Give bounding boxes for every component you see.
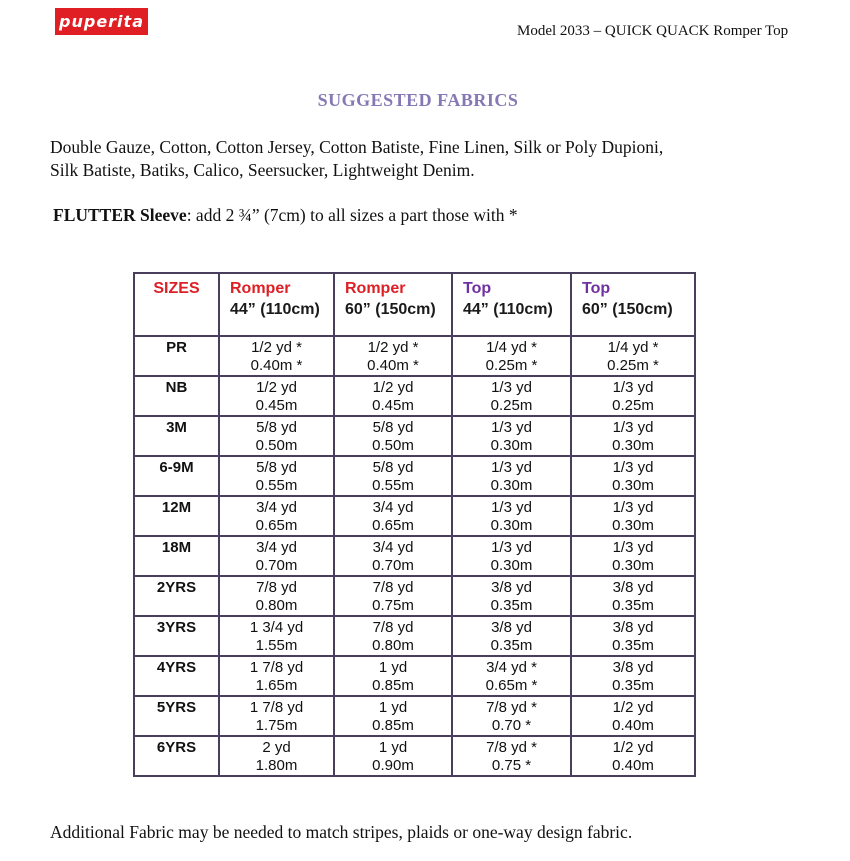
additional-fabric-note: Additional Fabric may be needed to match stripes, plaids or one-way design fabric. — [50, 822, 633, 842]
fabric-amount-cell — [571, 336, 695, 376]
column-header-label: Top — [463, 280, 492, 297]
fabric-amount-cell — [219, 656, 334, 696]
fabric-amount-line: 3/8 yd — [612, 579, 654, 596]
fabric-amount-cell — [452, 616, 571, 656]
fabric-amount-line: 5/8 yd — [256, 459, 297, 476]
column-header — [571, 273, 695, 336]
size-label: PR — [134, 336, 219, 376]
fabric-amount-cell — [219, 376, 334, 416]
column-header-label: SIZES — [153, 280, 200, 297]
column-header-width: 44” (110cm) — [463, 301, 553, 318]
fabric-amount-cell — [334, 576, 452, 616]
column-header — [452, 273, 571, 336]
fabric-amount-line: 5/8 yd — [256, 419, 297, 436]
fabric-amount-line: 1/3 yd — [491, 499, 532, 516]
fabric-amount-line: 0.85m — [372, 677, 414, 694]
fabric-amount-cell — [219, 736, 334, 776]
fabric-amount-line: 3/8 yd — [491, 579, 532, 596]
fabric-amount-line: 7/8 yd — [372, 619, 414, 636]
fabric-amount-line: 0.25m — [612, 397, 654, 414]
fabric-amount-cell — [571, 696, 695, 736]
suggested-fabrics-paragraph — [50, 136, 795, 182]
fabric-amount-line: 7/8 yd — [372, 579, 414, 596]
fabric-amount-line: 5/8 yd — [372, 459, 414, 476]
fabric-amount-line: 1.75m — [255, 717, 298, 734]
fabric-amount-line: 3/4 yd — [372, 539, 414, 556]
fabric-amount-cell — [452, 336, 571, 376]
fabric-amount-line: 0.40m * — [250, 357, 303, 374]
column-header-width: 60” (150cm) — [345, 301, 436, 318]
fabric-amount-line: 0.40m — [612, 717, 654, 734]
fabric-amount-line: 3/4 yd — [256, 499, 297, 516]
fabric-amount-cell — [452, 576, 571, 616]
fabric-amount-cell — [452, 416, 571, 456]
fabric-amount-cell — [219, 536, 334, 576]
table-row — [134, 736, 695, 776]
fabric-amount-line: 1/3 yd — [491, 459, 532, 476]
size-label: 2YRS — [134, 576, 219, 616]
fabric-amount-cell — [452, 496, 571, 536]
column-header-label: Romper — [230, 280, 291, 297]
fabric-amount-line: 0.35m — [612, 637, 654, 654]
column-header-width: 60” (150cm) — [582, 301, 673, 318]
fabric-amount-line: 0.50m — [372, 437, 414, 454]
fabric-amount-line: 1/3 yd — [612, 499, 654, 516]
fabric-amount-cell — [219, 496, 334, 536]
puperita-logo — [55, 8, 148, 35]
fabric-amount-cell — [571, 456, 695, 496]
fabric-amount-line: 0.40m — [612, 757, 654, 774]
fabric-amount-line: 0.30m — [490, 437, 533, 454]
fabric-amount-cell — [334, 616, 452, 656]
fabric-amount-cell — [334, 336, 452, 376]
fabric-amount-line: 1.65m — [255, 677, 298, 694]
fabric-amount-cell — [219, 616, 334, 656]
fabric-amount-line: 0.90m — [372, 757, 414, 774]
fabric-amount-cell — [334, 696, 452, 736]
fabric-amount-line: 1/2 yd * — [251, 339, 302, 356]
fabric-amount-line: 1.55m — [255, 637, 298, 654]
fabric-amount-line: 1 7/8 yd — [249, 659, 304, 676]
fabric-amount-line: 0.80m — [255, 597, 298, 614]
fabric-amount-line: 1/3 yd — [612, 539, 654, 556]
fabric-amount-line: 1/3 yd — [491, 379, 532, 396]
paragraph-line: Double Gauze, Cotton, Cotton Jersey, Cotton Batiste, Fine Linen, Silk or Poly Dupioni, — [50, 137, 664, 157]
fabric-amount-line: 0.40m * — [367, 357, 419, 374]
fabric-amount-cell — [219, 696, 334, 736]
fabric-amount-line: 1 3/4 yd — [249, 619, 304, 636]
fabric-amount-line: 1/2 yd — [612, 699, 654, 716]
table-row — [134, 456, 695, 496]
table-row — [134, 416, 695, 456]
fabric-amount-line: 1/2 yd — [372, 379, 414, 396]
fabric-amount-cell — [452, 376, 571, 416]
table-row — [134, 656, 695, 696]
fabric-amount-line: 1/3 yd — [491, 419, 532, 436]
fabric-requirements-table-wrap — [133, 272, 696, 777]
fabric-amount-line: 0.30m — [612, 517, 654, 534]
fabric-amount-line: 7/8 yd * — [486, 739, 537, 756]
fabric-amount-line: 3/8 yd — [612, 659, 654, 676]
fabric-amount-line: 0.45m — [372, 397, 414, 414]
size-label: 5YRS — [134, 696, 219, 736]
fabric-amount-line: 1/3 yd — [612, 459, 654, 476]
fabric-amount-line: 0.70m — [255, 557, 298, 574]
fabric-amount-cell — [334, 656, 452, 696]
fabric-amount-cell — [334, 456, 452, 496]
fabric-amount-line: 1/3 yd — [612, 379, 654, 396]
table-row — [134, 336, 695, 376]
puperita-logo-text: puperita — [59, 12, 144, 31]
table-row — [134, 376, 695, 416]
table-row — [134, 496, 695, 536]
table-body — [134, 336, 695, 776]
size-label: 6-9M — [134, 456, 219, 496]
fabric-amount-cell — [219, 416, 334, 456]
fabric-amount-line: 7/8 yd * — [486, 699, 537, 716]
fabric-amount-line: 0.45m — [255, 397, 298, 414]
fabric-amount-line: 0.55m — [372, 477, 414, 494]
fabric-amount-line: 0.25m — [490, 397, 533, 414]
model-title: Model 2033 – QUICK QUACK Romper Top — [517, 23, 789, 39]
fabric-amount-line: 0.30m — [612, 557, 654, 574]
fabric-amount-line: 0.80m — [372, 637, 414, 654]
size-label: 12M — [134, 496, 219, 536]
fabric-amount-cell — [219, 336, 334, 376]
fabric-amount-cell — [571, 496, 695, 536]
fabric-amount-line: 0.30m — [612, 437, 654, 454]
table-row — [134, 616, 695, 656]
flutter-sleeve-note — [53, 205, 798, 226]
fabric-amount-line: 0.35m — [490, 597, 533, 614]
column-header-label: Top — [582, 280, 611, 297]
table-row — [134, 576, 695, 616]
fabric-amount-line: 1.80m — [255, 757, 298, 774]
fabric-amount-line: 1/3 yd — [612, 419, 654, 436]
column-header-label: Romper — [345, 280, 406, 297]
fabric-amount-line: 0.65m — [255, 517, 298, 534]
column-header — [334, 273, 452, 336]
fabric-requirements-table — [133, 272, 696, 777]
fabric-amount-cell — [334, 416, 452, 456]
fabric-amount-line: 0.30m — [612, 477, 654, 494]
fabric-amount-line: 1/3 yd — [491, 539, 532, 556]
fabric-amount-line: 0.50m — [255, 437, 298, 454]
table-row — [134, 536, 695, 576]
fabric-amount-line: 3/8 yd — [491, 619, 532, 636]
section-heading: SUGGESTED FABRICS — [317, 90, 519, 110]
fabric-amount-cell — [571, 416, 695, 456]
size-label: NB — [134, 376, 219, 416]
fabric-amount-cell — [452, 736, 571, 776]
table-header-row — [134, 273, 695, 336]
fabric-amount-cell — [452, 696, 571, 736]
fabric-amount-line: 1 yd — [378, 739, 408, 756]
size-label: 6YRS — [134, 736, 219, 776]
column-header — [134, 273, 219, 336]
fabric-amount-cell — [334, 376, 452, 416]
fabric-amount-line: 0.75m — [372, 597, 414, 614]
paragraph-line: Silk Batiste, Batiks, Calico, Seersucker, Lightweight Denim. — [50, 160, 475, 180]
fabric-amount-cell — [571, 736, 695, 776]
fabric-amount-line: 1/2 yd — [256, 379, 297, 396]
flutter-sleeve-text: : add 2 ¾” (7cm) to all sizes a part those with * — [186, 205, 518, 225]
fabric-amount-cell — [571, 376, 695, 416]
fabric-amount-line: 0.70m — [372, 557, 414, 574]
fabric-amount-line: 0.35m — [612, 677, 654, 694]
fabric-amount-line: 0.65m * — [485, 677, 538, 694]
fabric-amount-cell — [219, 456, 334, 496]
fabric-amount-cell — [571, 576, 695, 616]
fabric-amount-line: 0.25m * — [485, 357, 538, 374]
fabric-amount-line: 0.25m * — [607, 357, 659, 374]
fabric-amount-cell — [452, 656, 571, 696]
fabric-amount-line: 0.70 * — [491, 717, 532, 734]
fabric-amount-cell — [452, 536, 571, 576]
fabric-amount-cell — [219, 576, 334, 616]
fabric-amount-line: 1/4 yd * — [607, 339, 659, 356]
fabric-amount-line: 0.30m — [490, 557, 533, 574]
fabric-amount-line: 1/4 yd * — [486, 339, 537, 356]
column-header-width: 44” (110cm) — [230, 301, 320, 318]
fabric-amount-line: 5/8 yd — [372, 419, 414, 436]
size-label: 4YRS — [134, 656, 219, 696]
fabric-amount-line: 3/4 yd — [256, 539, 297, 556]
fabric-amount-line: 2 yd — [262, 739, 291, 756]
fabric-amount-line: 0.75 * — [491, 757, 532, 774]
table-row — [134, 696, 695, 736]
column-header — [219, 273, 334, 336]
size-label: 3YRS — [134, 616, 219, 656]
fabric-amount-line: 3/4 yd * — [486, 659, 537, 676]
fabric-amount-line: 1 yd — [378, 659, 408, 676]
fabric-amount-line: 3/8 yd — [612, 619, 654, 636]
fabric-amount-cell — [334, 496, 452, 536]
fabric-amount-line: 1 yd — [378, 699, 408, 716]
size-label: 18M — [134, 536, 219, 576]
fabric-amount-line: 0.35m — [612, 597, 654, 614]
fabric-amount-line: 1/2 yd — [612, 739, 654, 756]
size-label: 3M — [134, 416, 219, 456]
fabric-amount-line: 0.55m — [255, 477, 298, 494]
fabric-amount-line: 0.85m — [372, 717, 414, 734]
fabric-amount-cell — [571, 536, 695, 576]
flutter-sleeve-label: FLUTTER Sleeve — [53, 205, 187, 225]
fabric-amount-line: 3/4 yd — [372, 499, 414, 516]
fabric-amount-line: 1/2 yd * — [367, 339, 419, 356]
fabric-amount-cell — [571, 616, 695, 656]
fabric-amount-cell — [334, 536, 452, 576]
fabric-amount-line: 0.35m — [490, 637, 533, 654]
fabric-amount-line: 7/8 yd — [256, 579, 297, 596]
fabric-amount-cell — [452, 456, 571, 496]
fabric-amount-cell — [571, 656, 695, 696]
fabric-amount-cell — [334, 736, 452, 776]
fabric-amount-line: 0.30m — [490, 477, 533, 494]
fabric-amount-line: 0.65m — [372, 517, 414, 534]
fabric-amount-line: 1 7/8 yd — [249, 699, 304, 716]
fabric-amount-line: 0.30m — [490, 517, 533, 534]
